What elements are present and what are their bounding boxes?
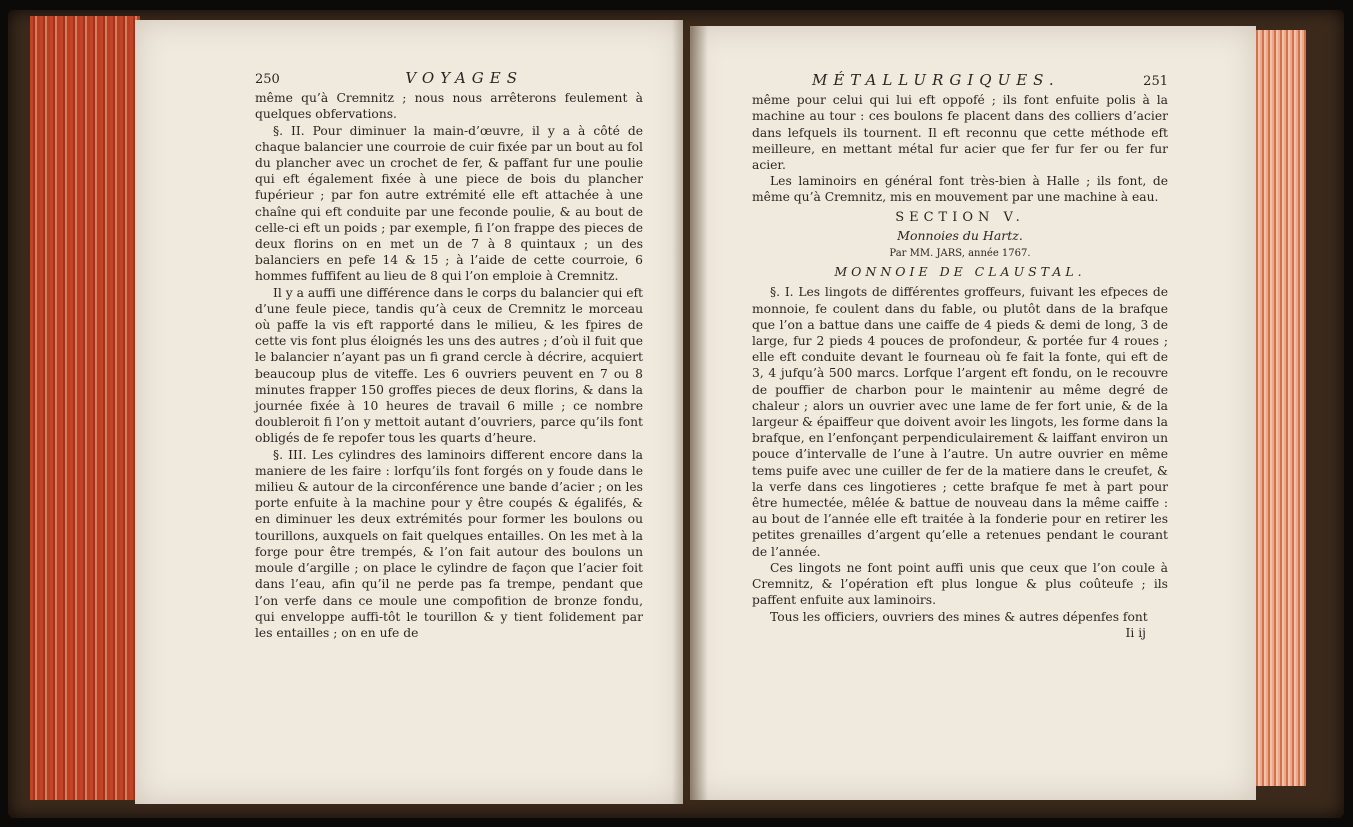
right-paragraph: même pour celui qui lui eft oppofé ; ils font enfuite polis à la machine au tour : ces boulons fe placent dans des colliers d’acier dans lefquels ils tournent. Il eft reconnu que cette méthode eft meilleure, en mettant métal fur acier que fer fur fer ou fer fur acier. (752, 93, 1168, 173)
left-page-text (255, 70, 643, 641)
left-paragraph: Il y a auffi une différence dans le corps du balancier qui eft d’une feule piece, tandis qu’à ceux de Cremnitz le morceau où paffe la vis eft rapporté dans le milieu, & les fpires de cette vis font plus éloignés les uns des autres ; d’où il fuit que le balancier n’ayant pas un fi grand cercle à décrire, acquiert beaucoup plus de viteffe. Les 6 ouvriers peuvent en 7 ou 8 minutes frapper 150 groffes pieces de deux florins, & dans la journée fixée à 10 heures de travail 6 mille ; ce nombre doubleroit fi l’on y mettoit autant d’ouvriers, parce qu’ils font obligés de fe repofer tous les quarts d’heure. (255, 285, 643, 446)
page-edges-right (1254, 30, 1306, 786)
right-page-text (752, 72, 1168, 641)
left-running-header (255, 70, 643, 88)
place-heading: MONNOIE DE CLAUSTAL. (834, 264, 1086, 280)
left-page (135, 20, 683, 804)
right-running-title: MÉTALLURGIQUES. (812, 71, 1060, 89)
right-paragraph: Les laminoirs en général font très-bien à Halle ; ils font, de même qu’à Cremnitz, mis en mouvement par une machine à eau. (752, 174, 1168, 205)
left-paragraph: §. II. Pour diminuer la main-d’œuvre, il y a à côté de chaque balancier une courroie de cuir fixée par un bout au fol du plancher avec un crochet de fer, & paffant fur une poulie qui eft également fixée à une piece de bois du plancher fupérieur ; par fon autre extrémité elle eft attachée à une chaîne qui eft conduite par une feconde poulie, & au bout de celle-ci eft un poids ; par exemple, fi l’on frappe des pieces de deux florins on en met un de 7 à 8 quintaux ; un des balanciers en pefe 14 & 15 ; à l’aide de cette courroie, 6 hommes fuffifent au lieu de 8 qui l’on emploie à Cremnitz. (255, 123, 643, 284)
right-page-number: 251 (1143, 74, 1168, 89)
section-subtitle: Monnoies du Hartz. (897, 227, 1023, 243)
left-page-number: 250 (255, 72, 280, 87)
left-paragraph: §. III. Les cylindres des laminoirs different encore dans la maniere de les faire : lorfqu’ils font forgés on y foude dans le milieu & autour de la circonférence une bande d’acier ; on les porte enfuite à la machine pour y être coupés & égalifés, & en diminuer les deux extrémités pour former les boulons ou tourillons, auxquels on fait quelques entailles. On les met à la forge pour être trempés, & l’on fait autour des boulons un moule d’argille ; on place le cylindre de façon que l’acier foit dans l’eau, afin qu’il ne perde pas fa trempe, pendant que l’on verfe dans ce moule une compofition de bronze fondu, qui enveloppe auffi-tôt le tourillon & y tient folidement par les entailles ; on en ufe de (255, 447, 643, 640)
page-edges-left (30, 16, 140, 800)
byline: Par MM. JARS, année 1767. (889, 248, 1031, 260)
book-gutter (672, 20, 708, 804)
right-paragraph: §. I. Les lingots de différentes groffeurs, fuivant les efpeces de monnoie, fe coulent dans du fable, ou plutôt dans de la brafque que l’on a battue dans une caiffe de 4 pieds & demi de long, 3 de large, fur 2 pieds 4 pouces de profondeur, & portée fur 4 roues ; elle eft conduite devant le fourneau où fe fait la fonte, qui eft de 3, 4 jufqu’à 500 marcs. Lorfque l’argent eft fondu, on le recouvre de pouffier de charbon pour le maintenir au même degré de chaleur ; alors un ouvrier avec une lame de fer fort unie, & de la largeur & épaiffeur que doivent avoir les lingots, les forme dans la brafque, en l’enfonçant perpendiculairement & laiffant environ un pouce d’intervalle de l’une à l’autre. Un autre ouvrier en même tems puife avec une cuiller de fer de la matiere dans le creufet, & la verfe dans ces lingotieres ; cette brafque fe met à part pour être humectée, mêlée & battue de nouveau dans la même caiffe : au bout de l’année elle eft traitée à la fonderie pour en retirer les petites grenailles d’argent qu’elle a retenues pendant le courant de l’année. (752, 285, 1168, 559)
left-running-title: VOYAGES (405, 69, 523, 87)
left-paragraph: même qu’à Cremnitz ; nous nous arrêterons feulement à quelques obfervations. (255, 91, 643, 122)
right-page (690, 26, 1256, 800)
right-paragraph: Tous les officiers, ouvriers des mines & autres dépenfes font (770, 609, 1148, 624)
right-running-header (752, 72, 1168, 90)
section-heading: SECTION V. (895, 209, 1025, 225)
right-paragraph: Ces lingots ne font point auffi unis que ceux que l’on coule à Cremnitz, & l’opération eft plus longue & plus coûteufe ; ils paffent enfuite aux laminoirs. (752, 560, 1168, 608)
signature-mark: Ii ij (1125, 625, 1146, 640)
